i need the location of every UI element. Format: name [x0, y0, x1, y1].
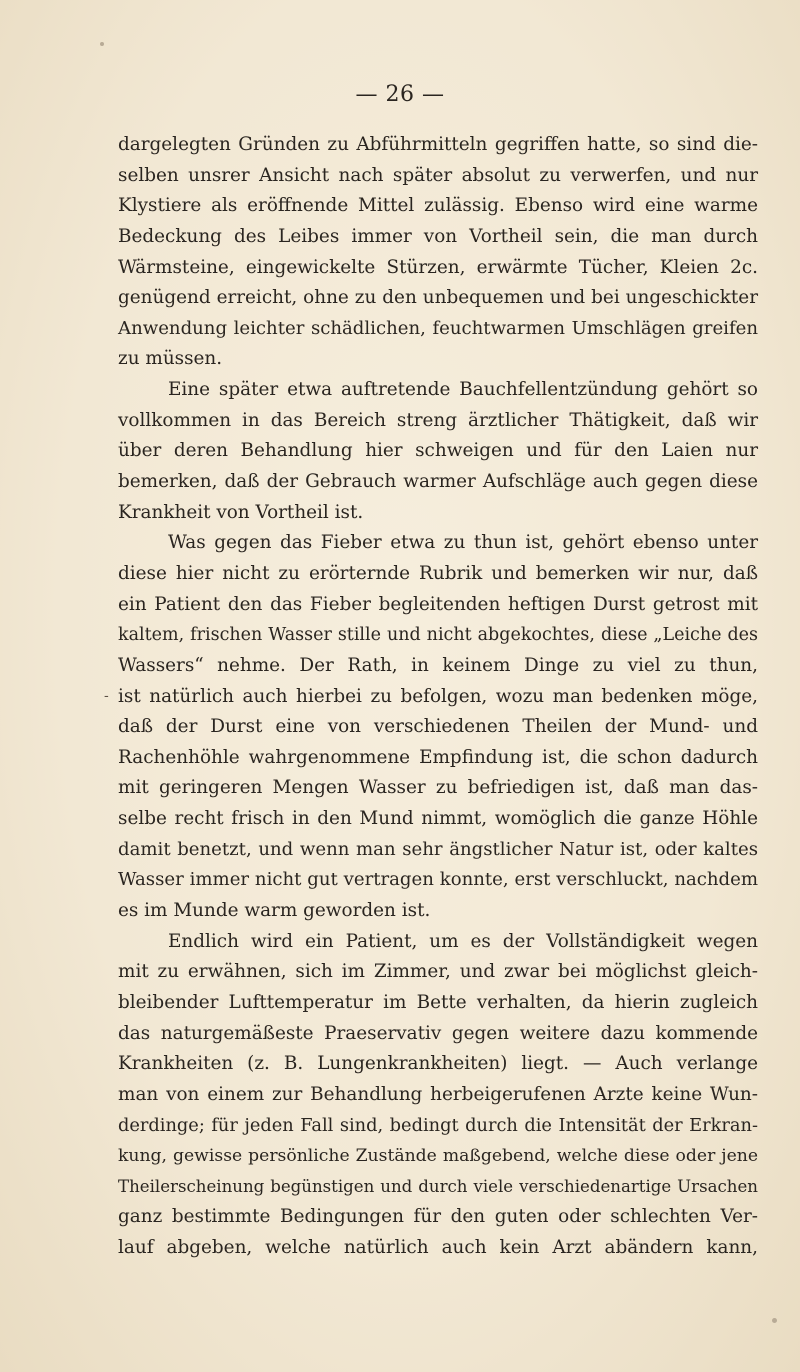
text-line: das naturgemäßeste Praeservativ gegen weitere dazu kommende: [118, 1022, 758, 1044]
text-line: Anwendung leichter schädlichen, feuchtwarmen Umschlägen greifen: [118, 317, 758, 339]
text-line: über deren Behandlung hier schweigen und für den Laien nur: [118, 440, 758, 462]
text-line: Klystiere als eröffnende Mittel zulässig. Ebenso wird eine warme: [118, 195, 758, 217]
text-line: Eine später etwa auftretende Bauchfellentzündung gehört so: [168, 379, 758, 401]
body-text: [118, 130, 758, 1264]
text-line: daß der Durst eine von verschiedenen Theilen der Mund- und: [118, 716, 758, 738]
text-line: Bedeckung des Leibes immer von Vortheil sein, die man durch: [118, 225, 758, 247]
text-line: man von einem zur Behandlung herbeigerufenen Arzte keine Wun-: [118, 1083, 758, 1105]
text-line: Theilerscheinung begünstigen und durch viele verschiedenartige Ursachen: [118, 1176, 758, 1196]
paper-speck: [772, 1318, 777, 1323]
text-line: ganz bestimmte Bedingungen für den guten oder schlechten Ver-: [118, 1206, 758, 1228]
text-line: kung, gewisse persönliche Zustände maßgebend, welche diese oder jene: [118, 1146, 758, 1167]
text-line: diese hier nicht zu erörternde Rubrik und bemerken wir nur, daß: [118, 562, 758, 584]
text-line: mit zu erwähnen, sich im Zimmer, und zwar bei möglichst gleich-: [118, 961, 758, 983]
text-line: Krankheit von Vortheil ist.: [118, 501, 364, 523]
text-line: Krankheiten (z. B. Lungenkrankheiten) liegt. — Auch verlange: [118, 1053, 758, 1075]
text-line: genügend erreicht, ohne zu den unbequemen und bei ungeschickter: [118, 287, 758, 309]
text-line: zu müssen.: [118, 348, 223, 370]
text-line: Rachenhöhle wahrgenommene Empfindung ist, die schon dadurch: [118, 746, 758, 768]
text-line: dargelegten Gründen zu Abführmitteln gegriffen hatte, so sind die-: [118, 134, 758, 155]
text-line: ist natürlich auch hierbei zu befolgen, wozu man bedenken möge,: [118, 685, 758, 707]
text-line: Endlich wird ein Patient, um es der Vollständigkeit wegen: [168, 930, 758, 952]
text-line: Wassers“ nehme. Der Rath, in keinem Dinge zu viel zu thun,: [118, 654, 758, 676]
margin-mark: -: [104, 688, 109, 704]
text-line: Was gegen das Fieber etwa zu thun ist, gehört ebenso unter: [168, 532, 758, 554]
text-line: kaltem, frischen Wasser stille und nicht abgekochtes, diese „Leiche des: [118, 625, 758, 646]
text-line: mit geringeren Mengen Wasser zu befriedigen ist, daß man das-: [118, 777, 758, 799]
text-line: selben unsrer Ansicht nach später absolut zu verwerfen, und nur: [118, 164, 758, 186]
text-line: Wärmsteine, eingewickelte Stürzen, erwärmte Tücher, Kleien 2c.: [118, 256, 758, 278]
text-line: bemerken, daß der Gebrauch warmer Aufschläge auch gegen diese: [118, 471, 758, 493]
text-line: lauf abgeben, welche natürlich auch kein Arzt abändern kann,: [118, 1237, 758, 1259]
text-line: Wasser immer nicht gut vertragen konnte, erst verschluckt, nachdem: [118, 869, 758, 891]
text-line: damit benetzt, und wenn man sehr ängstlicher Natur ist, oder kaltes: [118, 838, 758, 860]
text-line: es im Munde warm geworden ist.: [118, 900, 431, 922]
text-line: vollkommen in das Bereich streng ärztlicher Thätigkeit, daß wir: [118, 409, 758, 431]
page-number: — 26 —: [355, 82, 445, 107]
text-line: selbe recht frisch in den Mund nimmt, womöglich die ganze Höhle: [118, 808, 758, 830]
text-line: ein Patient den das Fieber begleitenden heftigen Durst getrost mit: [118, 593, 758, 615]
paper-speck: [100, 42, 104, 46]
text-line: bleibender Lufttemperatur im Bette verhalten, da hierin zugleich: [118, 991, 758, 1013]
text-line: derdinge; für jeden Fall sind, bedingt durch die Intensität der Erkran-: [118, 1114, 758, 1136]
